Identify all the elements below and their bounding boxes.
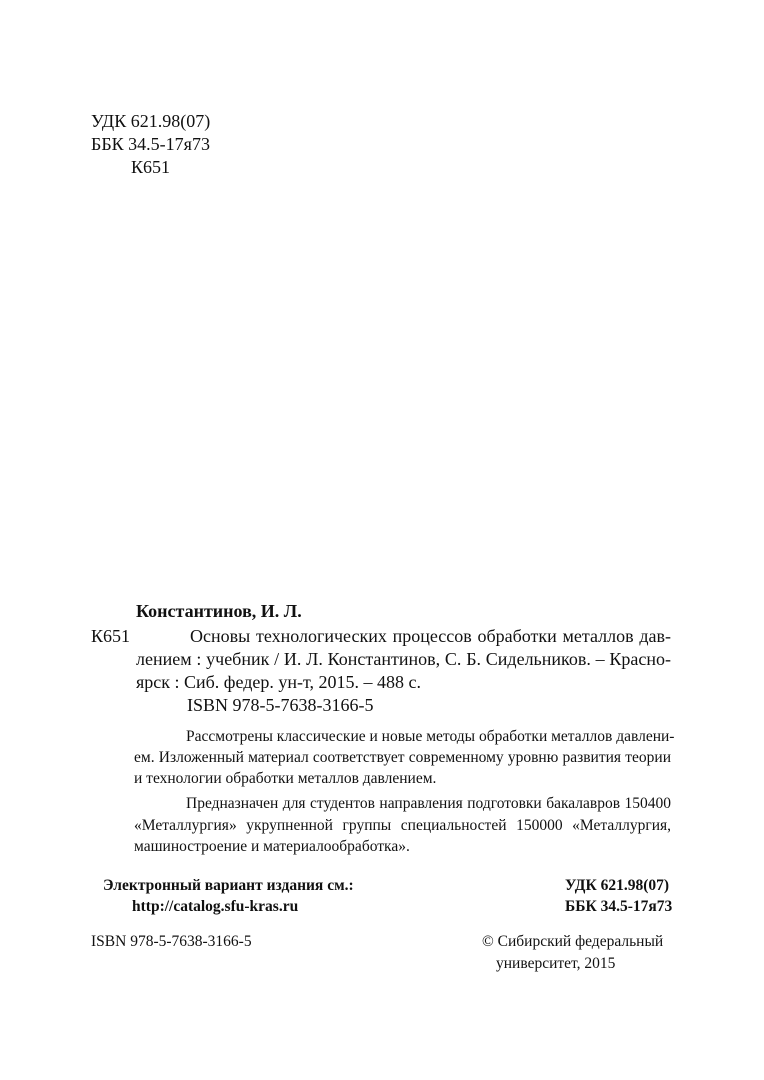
- annotation-p1-line-3: и технологии обработки металлов давлением.: [134, 770, 437, 787]
- author-mark: К651: [131, 157, 171, 177]
- description-line-1: Основы технологических процессов обработки металлов дав-: [190, 626, 671, 646]
- udk-code: УДК 621.98(07): [91, 111, 211, 131]
- catalog-url[interactable]: http://catalog.sfu-kras.ru: [132, 898, 299, 915]
- annotation-p2-line-1: Предназначен для студентов направления подготовки бакалавров 150400: [186, 795, 671, 812]
- author-heading: Константинов, И. Л.: [136, 601, 302, 621]
- copyright-line-1: © Сибирский федеральный: [482, 933, 664, 950]
- annotation-p1-line-1: Рассмотрены классические и новые методы обработки металлов давлени-: [186, 728, 675, 745]
- annotation-p2-line-2: «Металлургия» укрупненной группы специальностей 150000 «Металлургия,: [134, 817, 671, 834]
- copyright-line-2: университет, 2015: [496, 955, 616, 972]
- record-author-mark: К651: [91, 626, 131, 646]
- electronic-version-label: Электронный вариант издания см.:: [103, 877, 354, 894]
- annotation-p2-line-3: машиностроение и материалообработка».: [134, 838, 410, 855]
- description-line-3: ярск : Сиб. федер. ун-т, 2015. – 488 с.: [136, 672, 422, 692]
- record-isbn: ISBN 978-5-7638-3166-5: [187, 695, 374, 715]
- bbk-code: ББК 34.5-17я73: [91, 134, 210, 154]
- annotation-p1-line-2: ем. Изложенный материал соответствует современному уровню развития теории: [134, 749, 671, 766]
- description-line-2: лением : учебник / И. Л. Константинов, С. Б. Сидельников. – Красно-: [136, 649, 671, 669]
- footer-isbn: ISBN 978-5-7638-3166-5: [91, 933, 252, 950]
- footer-bbk: ББК 34.5-17я73: [565, 898, 673, 915]
- footer-udk: УДК 621.98(07): [565, 877, 670, 894]
